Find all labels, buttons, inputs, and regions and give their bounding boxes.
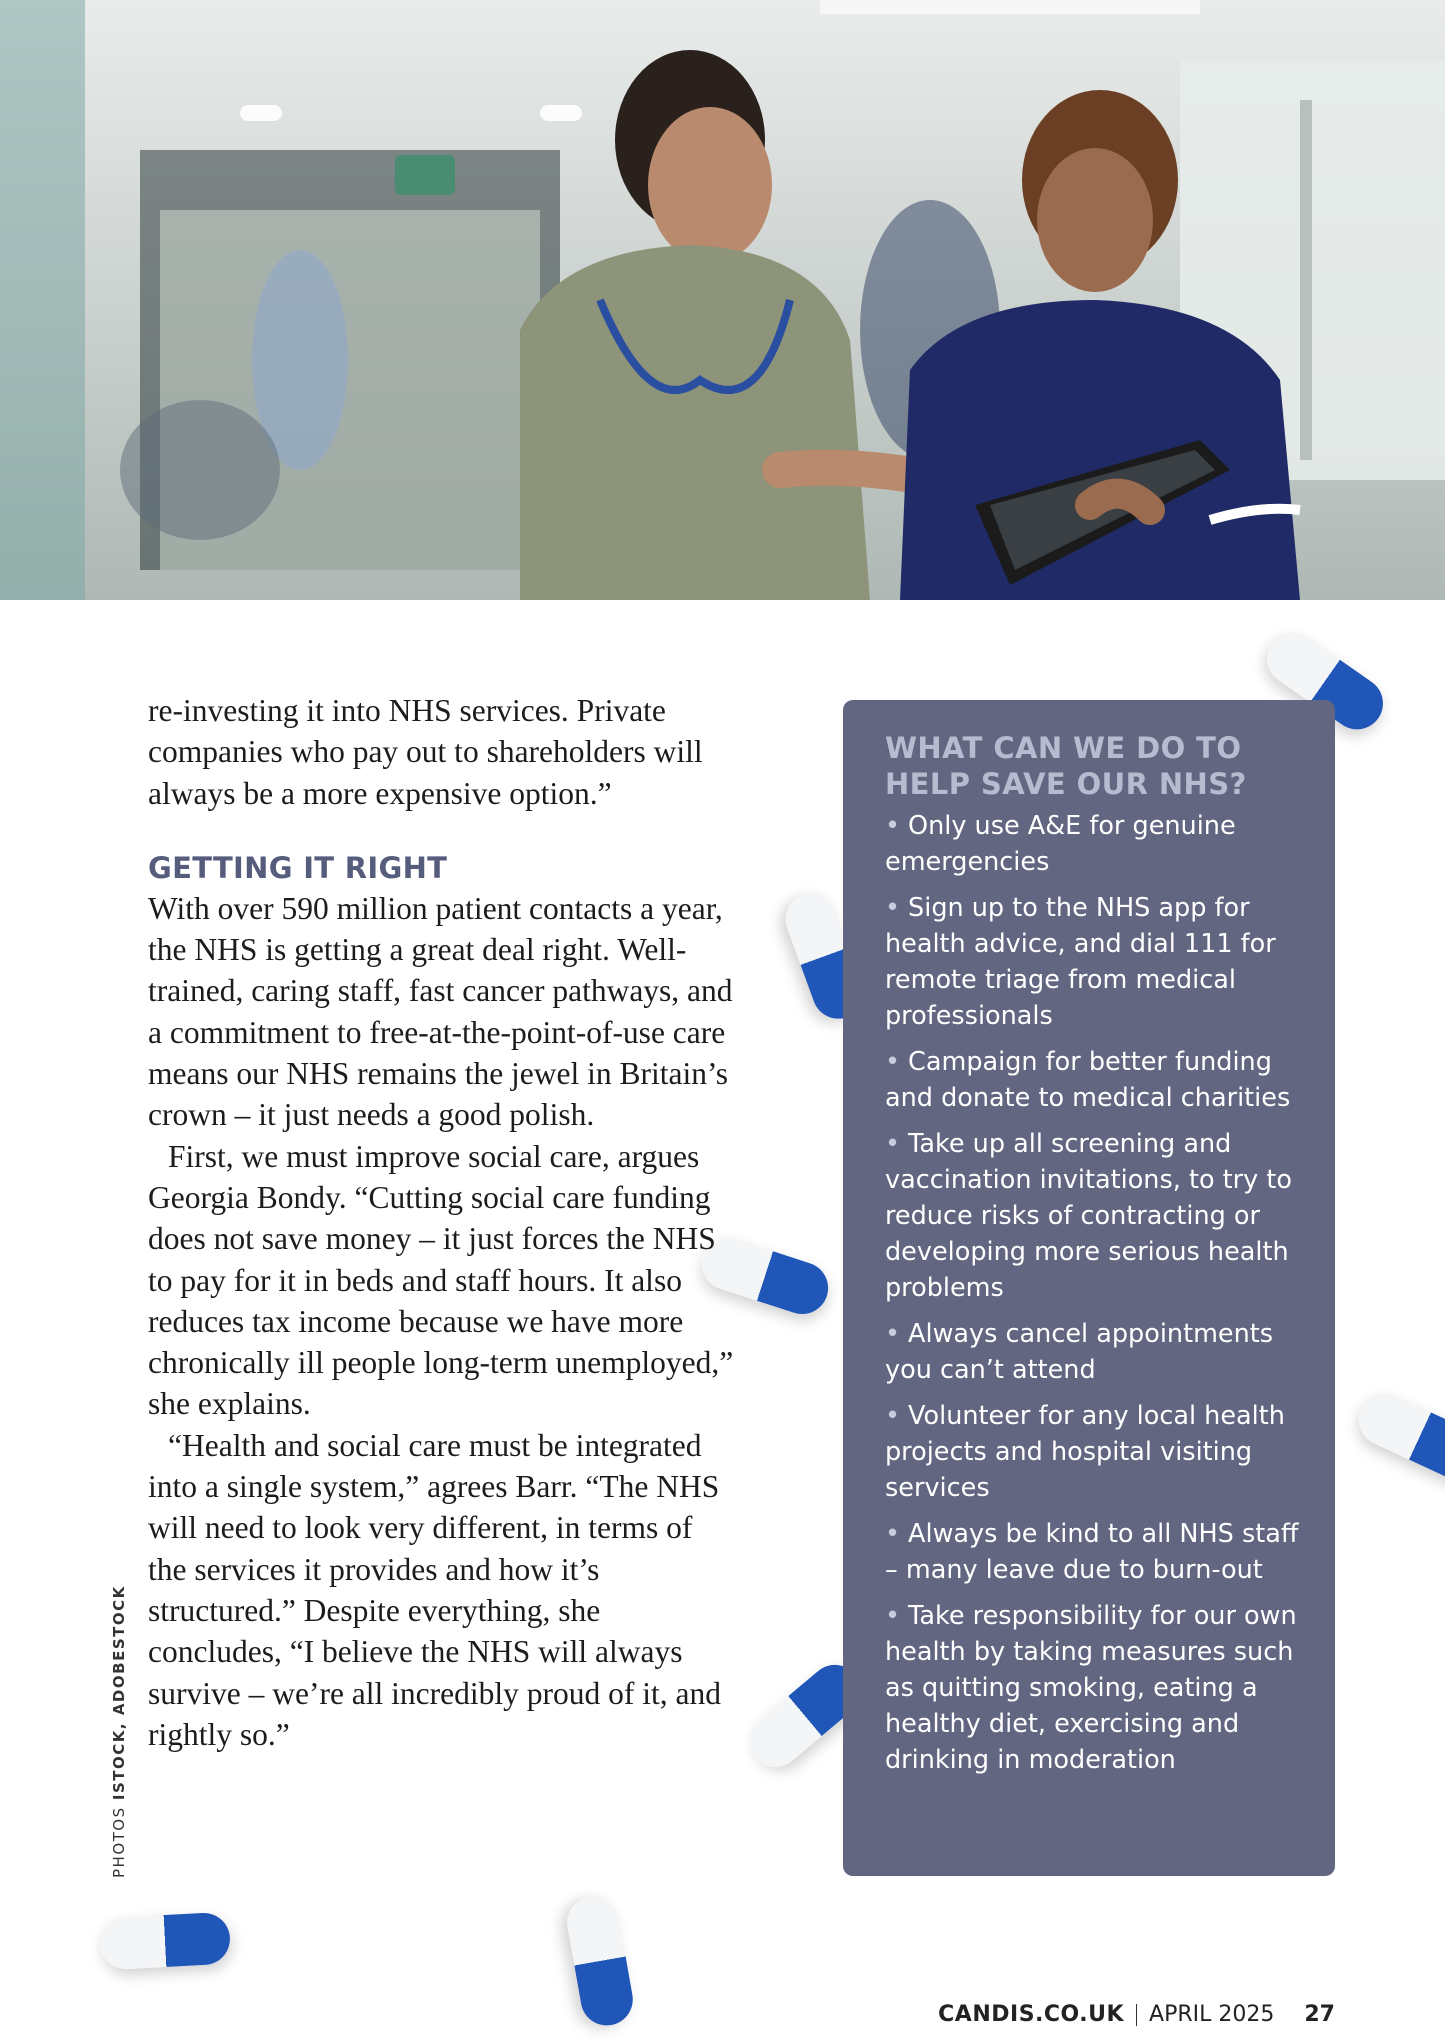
section-subhead: GETTING IT RIGHT	[148, 850, 448, 885]
article-intro: re-investing it into NHS services. Private companies who pay out to shareholders will always be a more expensive option.”	[148, 693, 703, 811]
photo-credit-prefix: PHOTOS	[110, 1806, 128, 1878]
footer-site: CANDIS.CO.UK	[938, 2002, 1125, 2027]
tip-text: Only use A&E for genuine emergencies	[885, 811, 1236, 877]
photo-credit	[110, 1585, 128, 1878]
article-paragraph: “Health and social care must be integrated into a single system,” agrees Barr. “The NHS will need to look very different, in terms of the services it provides and how it’s structured.” Despite everything, she concludes, “I believe the NHS will always survive – we’re all incredibly proud of it, and rightly so.”	[148, 1427, 721, 1752]
tip-item	[885, 1516, 1307, 1588]
capsule-pill-icon	[563, 1892, 637, 2029]
tip-item	[885, 1044, 1307, 1116]
tip-text: Volunteer for any local health projects and hospital visiting services	[885, 1401, 1285, 1503]
article-paragraph: With over 590 million patient contacts a year, the NHS is getting a great deal right. Well-trained, caring staff, fast cancer pathways, and a commitment to free-at-the-point-of-use care means our NHS remains the jewel in Britain’s crown – it just needs a good polish.	[148, 890, 733, 1133]
page-footer	[938, 2002, 1335, 2027]
tip-text: Always be kind to all NHS staff – many leave due to burn-out	[885, 1519, 1299, 1585]
bullet-icon: •	[885, 1519, 901, 1549]
tip-text: Take responsibility for our own health by taking measures such as quitting smoking, eating a healthy diet, exercising and drinking in moderation	[885, 1601, 1297, 1775]
bullet-icon: •	[885, 1047, 901, 1077]
tip-text: Always cancel appointments you can’t attend	[885, 1319, 1274, 1385]
tip-item	[885, 1316, 1307, 1388]
bullet-icon: •	[885, 1401, 901, 1431]
tip-item	[885, 808, 1307, 880]
hero-photo-illustration	[0, 0, 1445, 600]
bullet-icon: •	[885, 893, 901, 923]
tip-text: Sign up to the NHS app for health advice, and dial 111 for remote triage from medical professionals	[885, 893, 1276, 1031]
tip-item	[885, 1126, 1307, 1306]
page-number: 27	[1304, 2002, 1335, 2027]
capsule-pill-icon	[99, 1912, 232, 1971]
tip-text: Campaign for better funding and donate to medical charities	[885, 1047, 1291, 1113]
tips-sidebar	[843, 700, 1335, 1876]
tip-text: Take up all screening and vaccination invitations, to try to reduce risks of contracting or developing more serious health problems	[885, 1129, 1292, 1303]
sidebar-title: WHAT CAN WE DO TO HELP SAVE OUR NHS?	[885, 731, 1247, 801]
footer-issue: APRIL 2025	[1149, 2002, 1275, 2027]
article-paragraph: First, we must improve social care, argues Georgia Bondy. “Cutting social care funding does not save money – it just forces the NHS to pay for it in beds and staff hours. It also reduces tax income because we have more chronically ill people long-term unemployed,” she explains.	[148, 1138, 734, 1422]
tip-item	[885, 1398, 1307, 1506]
article-body	[148, 690, 738, 1755]
footer-divider	[1136, 2004, 1137, 2026]
photo-credit-sources: ISTOCK, ADOBESTOCK	[110, 1585, 128, 1801]
tip-item	[885, 1598, 1307, 1778]
tip-item	[885, 890, 1307, 1034]
bullet-icon: •	[885, 1319, 901, 1349]
bullet-icon: •	[885, 1129, 901, 1159]
bullet-icon: •	[885, 1601, 901, 1631]
capsule-pill-icon	[1350, 1385, 1445, 1487]
hero-photo	[0, 0, 1445, 600]
bullet-icon: •	[885, 811, 901, 841]
